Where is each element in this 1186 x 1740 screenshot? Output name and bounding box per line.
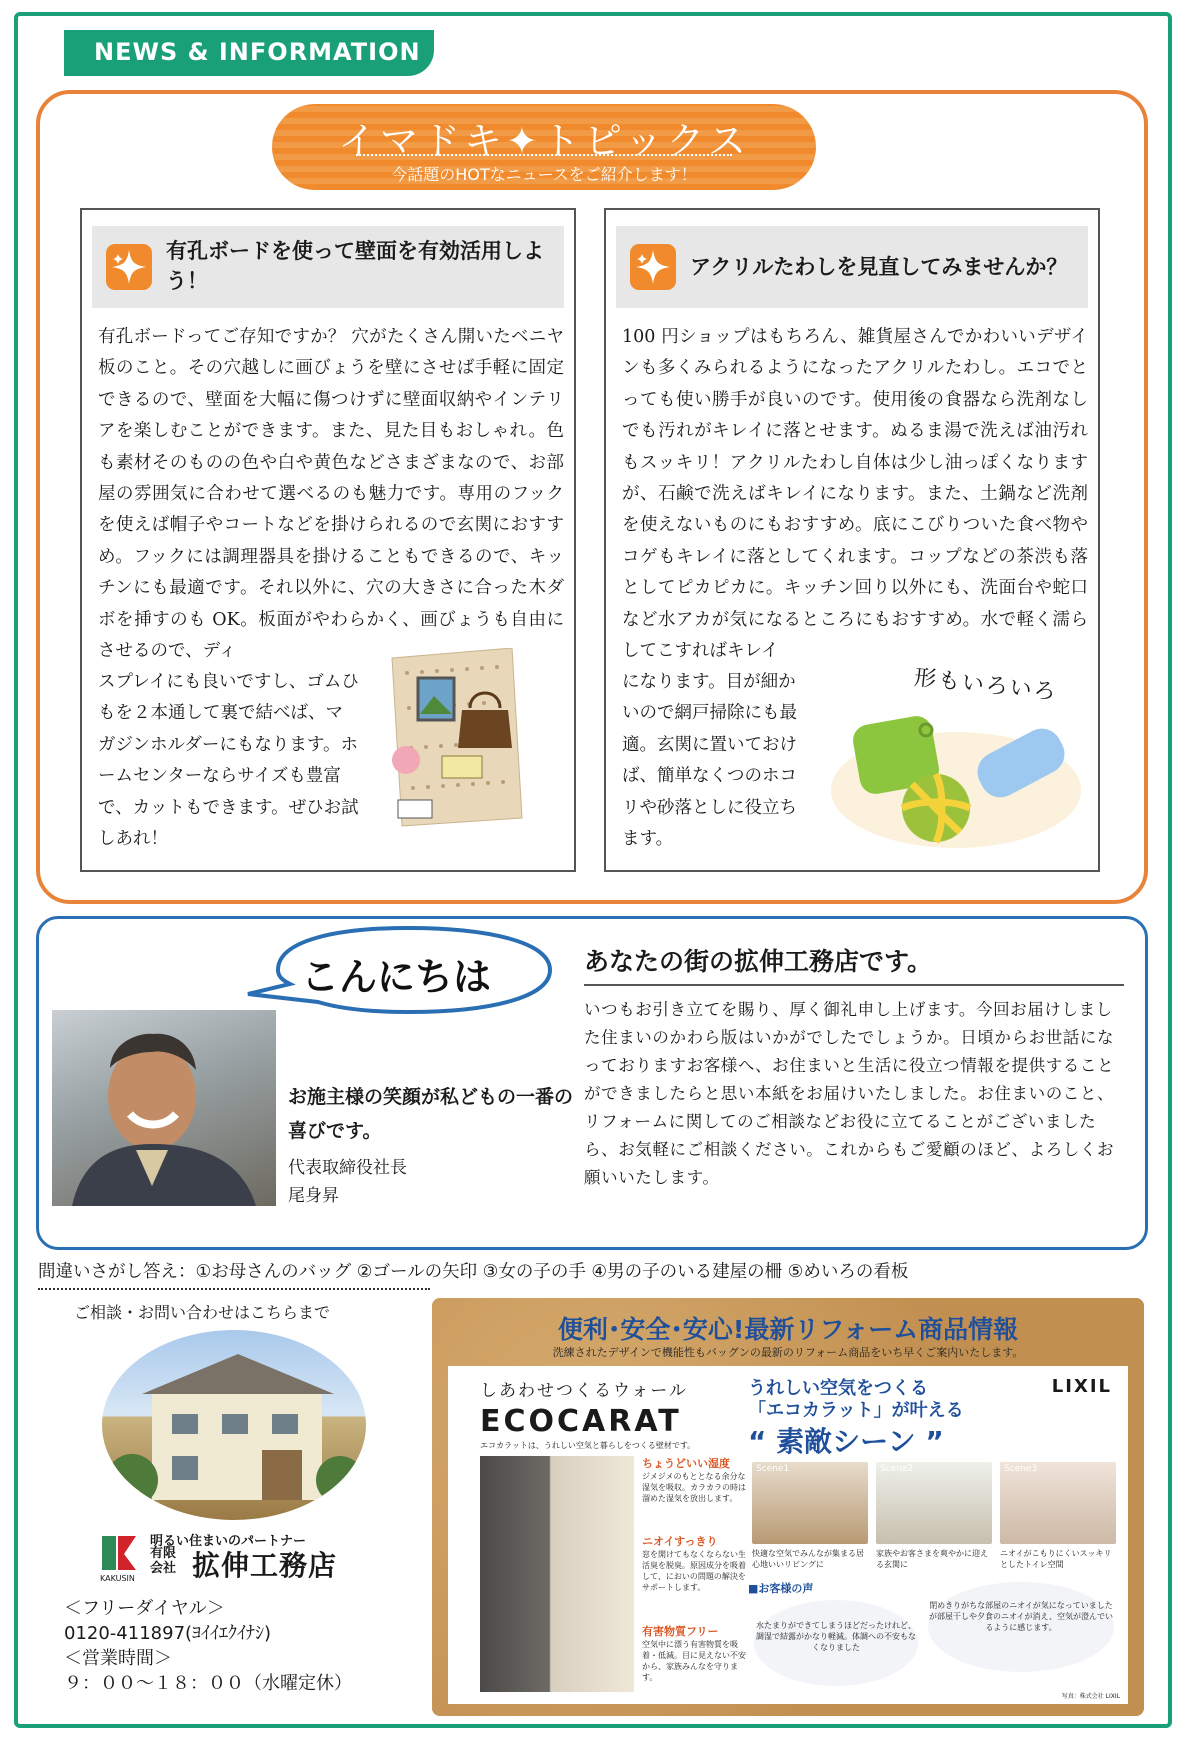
puzzle-answers: 間違いさがし答え：①お母さんのバッグ ②ゴールの矢印 ③女の子の手 ④男の子のいる建屋の柵 ⑤めいろの看板 (38, 1262, 909, 1282)
article-title: アクリルたわしを見直してみませんか？ (690, 255, 1068, 279)
contact-label: ご相談・お問い合わせはこちらまで (74, 1303, 331, 1322)
bubble-text: こんにちは (300, 955, 491, 999)
logo-subtext: KAKUSIN (100, 1574, 135, 1583)
hours-label: ＜営業時間＞ (64, 1648, 172, 1669)
section-tab: NEWS & INFORMATION (64, 30, 434, 76)
ad-subtitle: 洗練されたデザインで機能性もバッグンの最新のリフォーム商品をいち早くご案内いたします。 (552, 1346, 1024, 1359)
contact-details (64, 1596, 352, 1696)
topics-title: イマドキ✦トピックス (338, 119, 750, 163)
photo-credit: 写真：株式会社 LIXIL (1061, 1693, 1120, 1700)
sparkle-icon (106, 244, 152, 290)
article-header (92, 226, 564, 308)
freedial-label: ＜フリーダイヤル＞ (64, 1598, 225, 1619)
topics-banner (272, 104, 816, 190)
business-hours: ９：００〜１８：００（水曜定休） (64, 1673, 352, 1694)
office-photo (102, 1330, 366, 1520)
ad-room-photo (480, 1456, 634, 1692)
maker-logo: LIXIL (1051, 1376, 1112, 1397)
company-name: 拡伸工務店 (192, 1549, 338, 1582)
president-name: 尾身昇 (288, 1186, 339, 1206)
article-body: 有孔ボードってご存知ですか？ 穴がたくさん開いたベニヤ板のこと。その穴越しに画びょうを壁にさせば手軽に固定できるので、壁面を大幅に傷つけずに壁面収納やインテリアを楽しむことができます。また、見た目もおしゃれ。色も素材そのものの色や白や黄色などさまざまなので、お部屋の雰囲気に合わせて選べるのも魅力です。専用のフックを使えば帽子やコートなどを掛けられるので玄関におすすめ。フックには調理器具を掛けることもできるので、キッチンにも最適です。それ以外に、穴の大きさに合った木ダボを挿すのも OK。板面がやわらかく、画びょうも自由にさせるので、ディ (98, 327, 564, 662)
company-logo (100, 1530, 420, 1583)
company-type: 有限会社 (150, 1546, 177, 1576)
pegboard-illustration (362, 648, 562, 828)
company-logo-icon (100, 1534, 140, 1574)
freedial-number: 0120-411897(ﾖｲｲｴｸｲﾅｼ) (64, 1623, 272, 1644)
ad-headline-2: 「エコカラット」が叶える (748, 1400, 964, 1421)
topics-subtitle: 今話題のHOTなニュースをご紹介します！ (391, 165, 697, 184)
ad-slogan: しあわせつくるウォール (480, 1381, 688, 1401)
customer-voice-heading: ■お客様の声 (748, 1582, 814, 1595)
article-title: 有孔ボードを使って壁面を有効活用しよう！ (166, 239, 544, 293)
ad-brand-note: エコカラットは、うれしい空気と暮らしをつくる壁材です。 (480, 1441, 696, 1450)
greeting-heading: あなたの街の拡伸工務店です。 (584, 942, 1124, 986)
customer-voice-2: 閉めきりがちな部屋のニオイが気になっていましたが部屋干しや夕食のニオイが消え、空気が澄んでいるように感じます。 (928, 1582, 1114, 1672)
ad-headline-1: うれしい空気をつくる (748, 1378, 928, 1399)
scrubber-illustration (826, 690, 1086, 850)
ad-brand: ECOCARAT (480, 1404, 682, 1439)
greeting-message: いつもお引き立てを賜り、厚く御礼申し上げます。今回お届けしました住まいのかわら版はいかがでしたでしょうか。日頃からお世話になっておりますお客様へ、お住まいと生活に役立つ情報を提供することができましたらと思い本紙をお届けいたしました。お住まいのこと、リフォームに関してのご相談などお役に立てることがございましたら、お気軽にご相談ください。これからもご愛顧のほど、よろしくお願いいたします。 (584, 1000, 1115, 1187)
article-acrylic-scrubber (604, 208, 1100, 872)
ad-title: 便利･安全･安心!最新リフォーム商品情報 (557, 1315, 1019, 1344)
customer-voice-1: 水たまりができてしまうほどだったけれど、調湿で結露がかなり軽減。体調への不安もなくなりました (754, 1600, 918, 1686)
scene-1-photo: Scene1 (752, 1462, 868, 1544)
feature-odor: ニオイすっきり 窓を開けてもなくならない生活臭を脱臭。原因成分を吸着して、においの問題の解決をサポートします。 (642, 1535, 746, 1592)
ad-card (448, 1366, 1128, 1704)
article-body-continued: スプレイにも良いですし、ゴムひもを２本通して裏で結べば、マガジンホルダーにもなります。ホームセンターならサイズも豊富で、カットもできます。ぜひお試しあれ！ (98, 672, 359, 850)
scene-3-caption: ニオイがこもりにくいスッキリとしたトイレ空間 (1000, 1549, 1112, 1569)
article-body: 100 円ショップはもちろん、雑貨屋さんでかわいいデザインも多くみられるようになったアクリルたわし。エコでとっても使い勝手が良いのです。使用後の食器なら洗剤なしでも汚れがキレイに落とせます。ぬるま湯で洗えば油汚れもスッキリ！アクリルたわし自体は少し油っぽくなりますが、石鹸で洗えばキレイになります。また、土鍋など洗剤を使えないものにもおすすめ。底にこびりついた食べ物やコゲもキレイに落としてくれます。コップなどの茶渋も落としてピカピカに。キッチン回り以外にも、洗面台や蛇口など水アカが気になるところにもおすすめ。水で軽く濡らしてこすればキレイ (622, 327, 1088, 662)
smile-message: お施主様の笑顔が私どもの一番の喜びです。 (288, 1086, 574, 1142)
scene-1-caption: 快適な空気でみんなが集まる居心地いいリビングに (752, 1549, 864, 1569)
article-body-continued: になります。目が細かいので網戸掃除にも最適。玄関に置いておけば、簡単なくつのホコリや砂落としに役立ちます。 (622, 672, 797, 850)
dotted-divider (38, 1288, 430, 1290)
president-role: 代表取締役社長 (288, 1158, 407, 1178)
scene-3-photo: Scene3 (1000, 1462, 1116, 1544)
company-tagline: 明るい住まいのパートナー (150, 1534, 307, 1549)
sparkle-icon (630, 244, 676, 290)
president-photo (52, 1010, 276, 1206)
article-perforated-board (80, 208, 576, 872)
reform-product-ad (432, 1298, 1144, 1716)
scene-2-photo: Scene2 (876, 1462, 992, 1544)
feature-harmful-free: 有害物質フリー 空気中に漂う有害物質を吸着・低減。目に見えない不安から、家族みんなを守ります。 (642, 1625, 746, 1682)
feature-humidity: ちょうどいい湿度 ジメジメのもととなる余分な湿気を吸収。カラカラの時は溜めた湿気を放出します。 (642, 1457, 746, 1503)
topics-divider (356, 154, 732, 156)
illustration-caption: 形もいろいろ (912, 665, 1059, 706)
scene-2-caption: 家族やお客さまを爽やかに迎える玄関に (876, 1549, 988, 1569)
ad-headline-3: “ 素敵シーン ” (748, 1425, 944, 1458)
article-header (616, 226, 1088, 308)
